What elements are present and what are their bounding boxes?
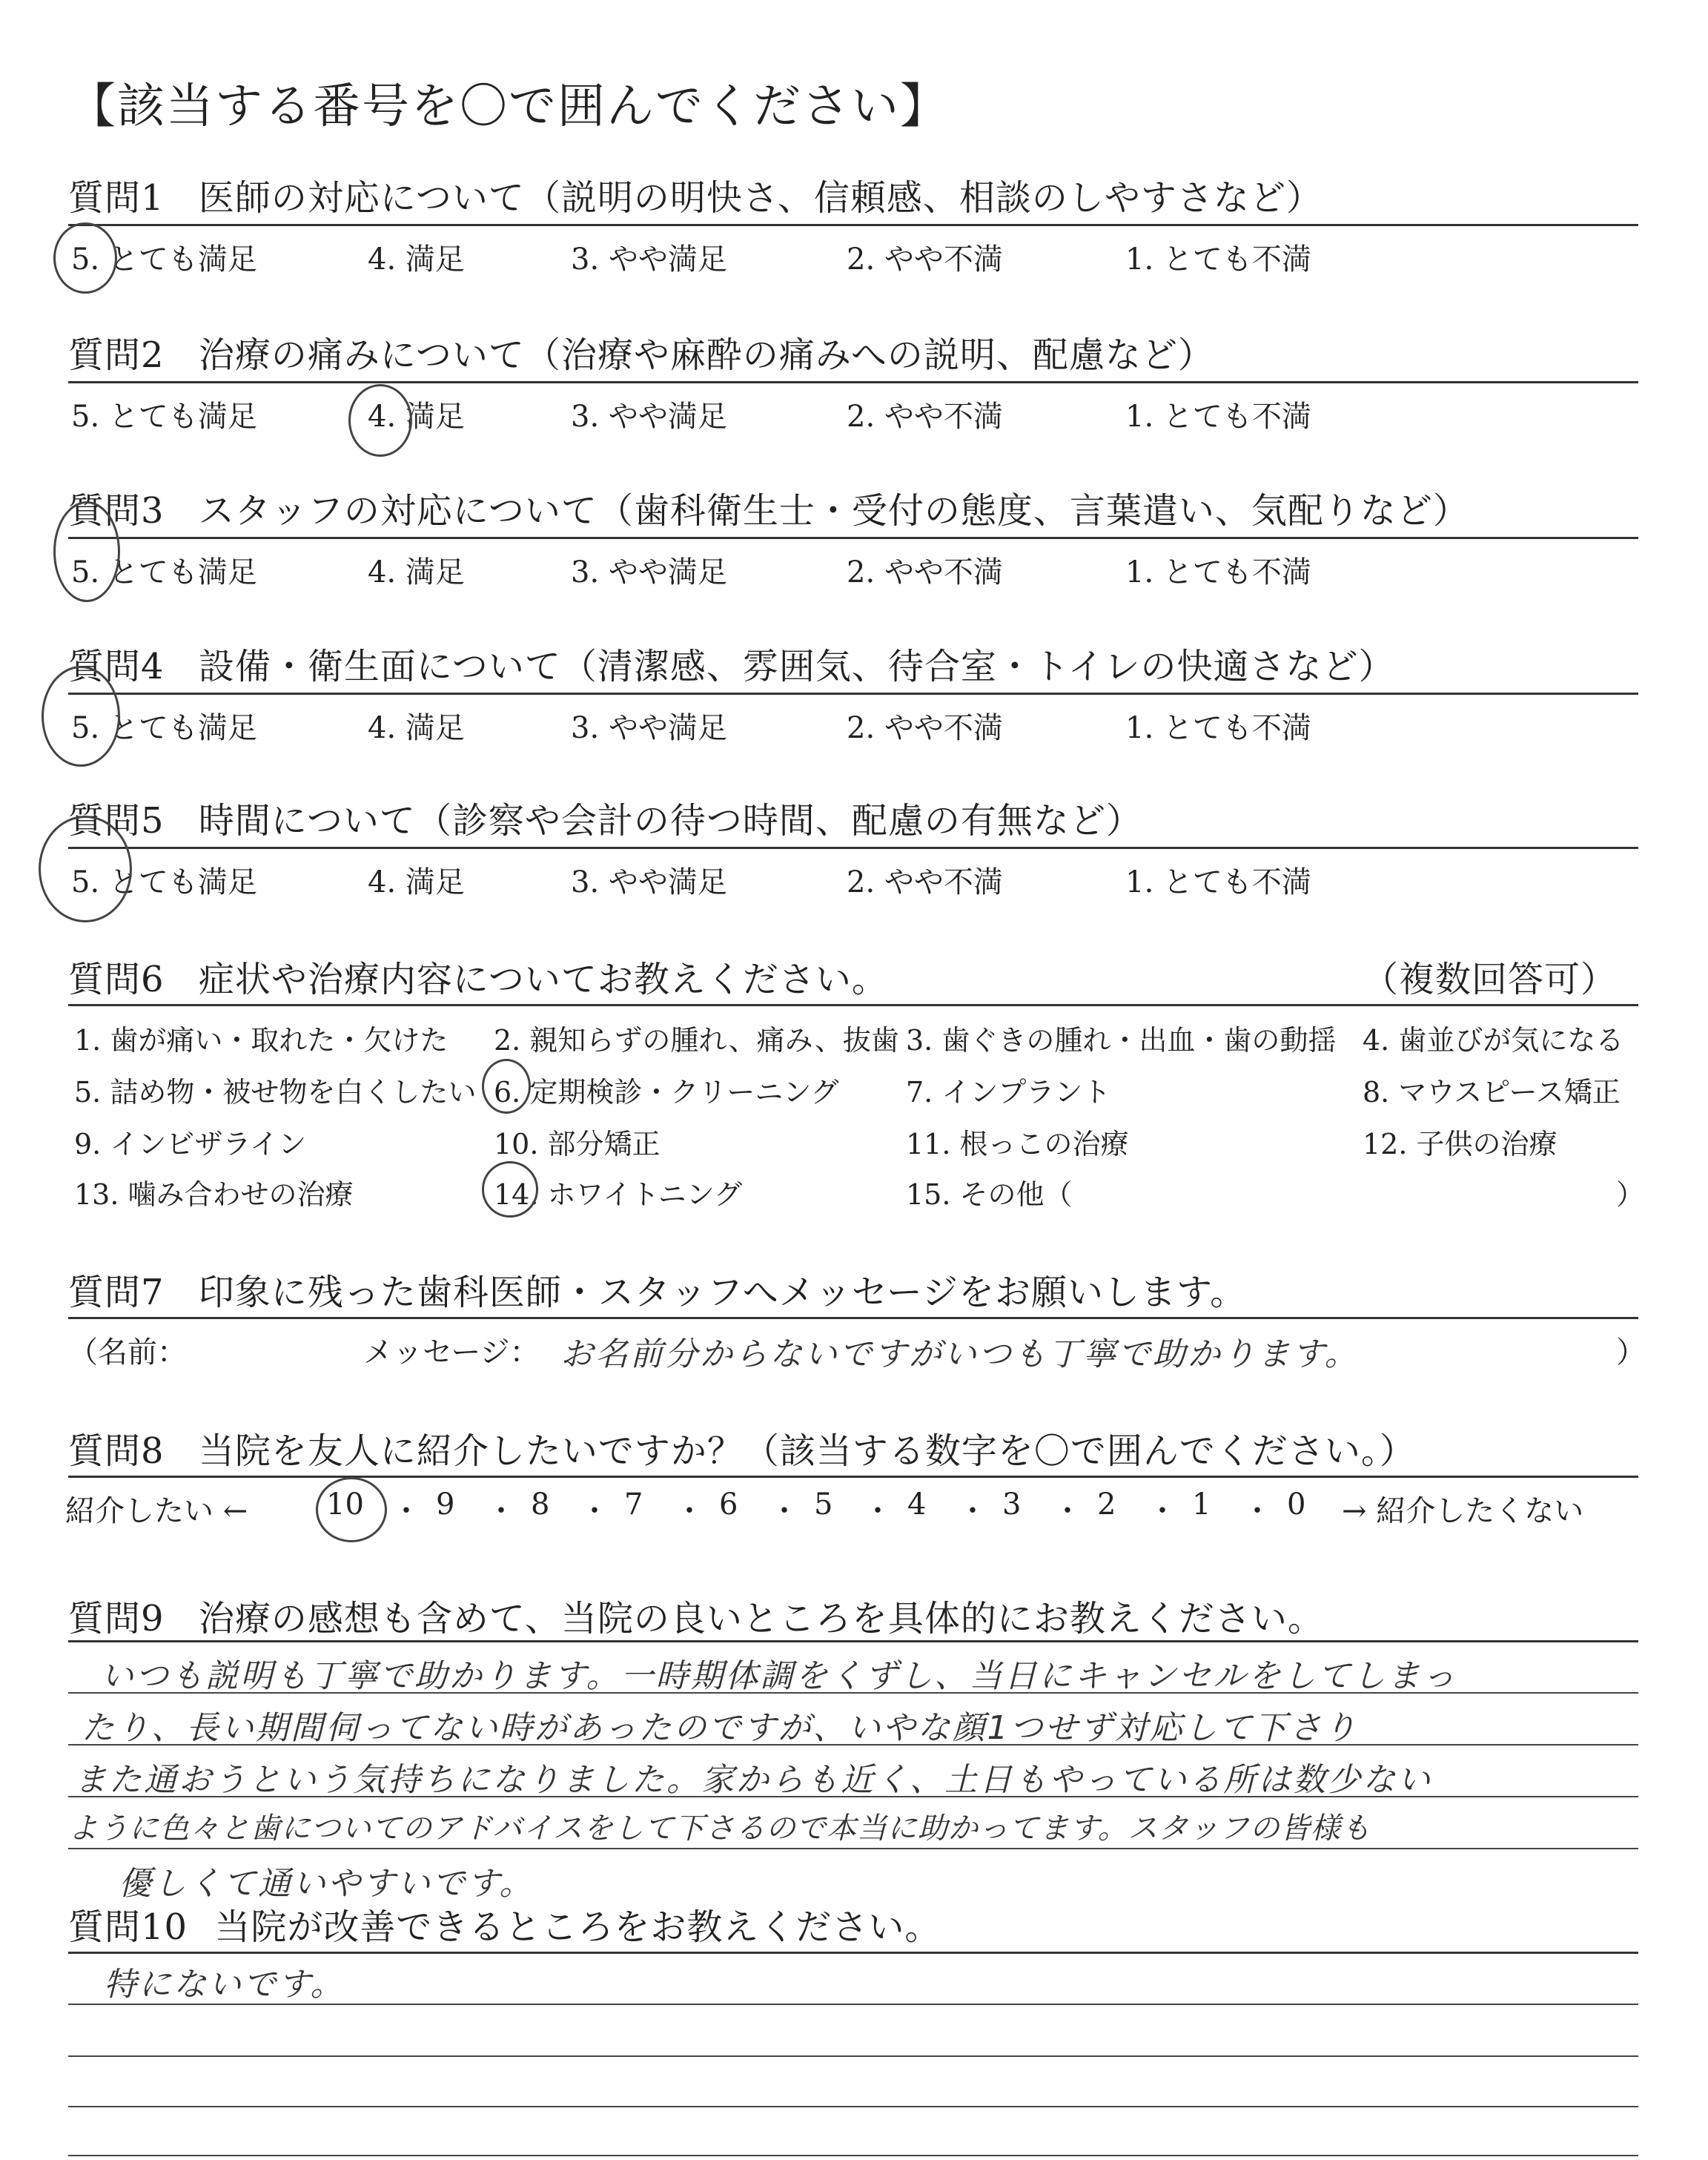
question-8-rule — [68, 1476, 1638, 1478]
q3-selected-circle — [53, 501, 120, 602]
question-2 — [68, 326, 1214, 377]
question-8-label: 質問8 — [68, 1430, 165, 1472]
q8-right-label: → 紹介したくない — [1342, 1494, 1584, 1528]
question-10-text: 当院が改善できるところをお教えください。 — [214, 1906, 941, 1948]
q8-scale-10[interactable]: 10 — [326, 1487, 364, 1522]
q6-item-10[interactable]: 10. 部分矯正 — [494, 1128, 661, 1160]
question-5-rule — [68, 847, 1638, 849]
form-title: 【該当する番号を〇で囲んでください】 — [68, 79, 949, 134]
q6-item-15[interactable]: 15. その他（ — [906, 1178, 1073, 1211]
q9-handwriting-line: ように色々と歯についてのアドバイスをして下さるので本当に助かってます。スタッフの皆様も — [68, 1811, 1371, 1846]
question-6-rule — [68, 1004, 1638, 1006]
q4-option-1[interactable]: 1. とても不満 — [1125, 711, 1311, 745]
q8-scale-1[interactable]: 1 — [1192, 1487, 1211, 1522]
q8-scale-dot: ・ — [769, 1494, 799, 1528]
q1-option-5[interactable]: 5. とても満足 — [71, 242, 257, 277]
q6-item-7[interactable]: 7. インプラント — [906, 1076, 1111, 1109]
q6-item-12[interactable]: 12. 子供の治療 — [1363, 1128, 1558, 1160]
question-9-rule — [68, 1640, 1638, 1642]
question-6-label: 質問6 — [68, 959, 165, 1000]
q8-selected-circle — [316, 1477, 387, 1542]
q2-option-3[interactable]: 3. やや満足 — [571, 400, 727, 434]
q7-name-label: （名前： — [68, 1335, 187, 1370]
q2-selected-circle — [348, 384, 412, 457]
q6-selected-circle-6 — [482, 1059, 531, 1114]
q10-handwriting-line: 特にないです。 — [104, 1966, 345, 2004]
question-3-text: スタッフの対応について（歯科衛生士・受付の態度、言葉遣い、気配りなど） — [198, 490, 1469, 532]
q1-option-4[interactable]: 4. 満足 — [368, 242, 465, 277]
q6-item-3[interactable]: 3. 歯ぐきの腫れ・出血・歯の動揺 — [906, 1024, 1337, 1057]
q8-scale-2[interactable]: 2 — [1097, 1487, 1116, 1522]
question-7 — [68, 1264, 1246, 1315]
q8-scale-9[interactable]: 9 — [436, 1487, 455, 1522]
q5-selected-circle — [39, 816, 132, 922]
q8-scale-3[interactable]: 3 — [1002, 1487, 1022, 1522]
q8-scale-dot: ・ — [486, 1494, 516, 1528]
q4-selected-circle — [42, 666, 120, 767]
q7-close-paren: ） — [1616, 1335, 1646, 1370]
q10-writing-line — [68, 2106, 1638, 2107]
q9-handwriting-line: いつも説明も丁寧で助かります。一時期体調をくずし、当日にキャンセルをしてしまっ — [101, 1657, 1457, 1695]
q6-item-6[interactable]: 6. 定期検診・クリーニング — [494, 1076, 839, 1109]
q9-handwriting-line: たり、長い期間伺ってない時があったのですが、いやな顔1つせず対応して下さり — [82, 1709, 1359, 1747]
q1-option-3[interactable]: 3. やや満足 — [571, 242, 727, 277]
q8-scale-dot: ・ — [1242, 1494, 1272, 1528]
q8-scale-0[interactable]: 0 — [1287, 1487, 1306, 1522]
q7-message-handwriting: お名前分からないですがいつも丁寧で助かります。 — [560, 1335, 1360, 1373]
q9-handwriting-line: 優しくて通いやすいです。 — [119, 1865, 534, 1903]
question-1 — [68, 169, 1323, 220]
question-10 — [68, 1898, 941, 1949]
q5-option-1[interactable]: 1. とても不満 — [1125, 865, 1311, 899]
q8-scale-dot: ・ — [1148, 1494, 1177, 1528]
q8-scale-4[interactable]: 4 — [907, 1487, 927, 1522]
question-8-text: 当院を友人に紹介したいですか？（該当する数字を〇で囲んでください。） — [198, 1430, 1416, 1472]
q6-item-9[interactable]: 9. インビザライン — [74, 1128, 307, 1160]
q6-item-11[interactable]: 11. 根っこの治療 — [906, 1128, 1129, 1160]
q2-option-5[interactable]: 5. とても満足 — [71, 400, 257, 434]
q10-writing-line — [68, 2004, 1638, 2005]
q6-item-4[interactable]: 4. 歯並びが気になる — [1363, 1024, 1624, 1057]
q8-scale-5[interactable]: 5 — [814, 1487, 833, 1522]
q8-scale-dot: ・ — [958, 1494, 987, 1528]
q5-option-2[interactable]: 2. やや不満 — [847, 865, 1003, 899]
q2-option-1[interactable]: 1. とても不満 — [1125, 400, 1311, 434]
q1-option-1[interactable]: 1. とても不満 — [1125, 242, 1311, 277]
question-5-text: 時間について（診察や会計の待つ時間、配慮の有無など） — [198, 800, 1142, 842]
question-10-label: 質問10 — [68, 1906, 188, 1948]
question-8 — [68, 1422, 1416, 1473]
q9-handwriting-line: また通おうという気持ちになりました。家からも近く、土日もやっている所は数少ない — [74, 1761, 1433, 1799]
question-5 — [68, 792, 1142, 843]
question-9-label: 質問9 — [68, 1598, 165, 1639]
question-6-text: 症状や治療内容についてお教えください。 — [198, 959, 888, 1000]
question-9 — [68, 1590, 1324, 1641]
q2-option-4[interactable]: 4. 満足 — [368, 400, 465, 434]
question-1-rule — [68, 224, 1638, 226]
q6-item-1[interactable]: 1. 歯が痛い・取れた・欠けた — [74, 1024, 448, 1057]
question-5-label: 質問5 — [68, 800, 165, 842]
q5-option-5[interactable]: 5. とても満足 — [71, 865, 257, 899]
q2-option-2[interactable]: 2. やや不満 — [847, 400, 1003, 434]
question-4-rule — [68, 693, 1638, 695]
question-4 — [68, 638, 1394, 689]
q4-option-3[interactable]: 3. やや満足 — [571, 711, 727, 745]
q1-option-2[interactable]: 2. やや不満 — [847, 242, 1003, 277]
q8-scale-8[interactable]: 8 — [531, 1487, 550, 1522]
question-7-label: 質問7 — [68, 1272, 165, 1313]
q5-option-4[interactable]: 4. 満足 — [368, 865, 465, 899]
q6-item-14[interactable]: 14. ホワイトニング — [494, 1178, 743, 1211]
question-7-rule — [68, 1317, 1638, 1319]
q1-selected-circle — [53, 222, 117, 294]
q3-option-3[interactable]: 3. やや満足 — [571, 555, 727, 589]
q8-scale-dot: ・ — [580, 1494, 609, 1528]
question-7-text: 印象に残った歯科医師・スタッフへメッセージをお願いします。 — [198, 1272, 1247, 1313]
q4-option-5[interactable]: 5. とても満足 — [71, 711, 257, 745]
question-3-rule — [68, 537, 1638, 539]
question-2-rule — [68, 381, 1638, 383]
question-1-label: 質問1 — [68, 177, 165, 219]
q6-selected-circle-14 — [482, 1161, 538, 1218]
q6-item-8[interactable]: 8. マウスピース矯正 — [1363, 1076, 1621, 1109]
q3-option-1[interactable]: 1. とても不満 — [1125, 555, 1311, 589]
q8-scale-dot: ・ — [391, 1494, 421, 1528]
q3-option-5[interactable]: 5. とても満足 — [71, 555, 257, 589]
q3-option-2[interactable]: 2. やや不満 — [847, 555, 1003, 589]
question-1-text: 医師の対応について（説明の明快さ、信頼感、相談のしやすさなど） — [198, 177, 1323, 219]
q8-scale-dot: ・ — [675, 1494, 704, 1528]
question-6-note: （複数回答可） — [1363, 959, 1618, 1000]
q8-scale-dot: ・ — [1053, 1494, 1082, 1528]
question-3 — [68, 482, 1469, 533]
q8-scale-7[interactable]: 7 — [624, 1487, 643, 1522]
question-3-label: 質問3 — [68, 490, 165, 532]
q3-option-4[interactable]: 4. 満足 — [368, 555, 465, 589]
question-2-text: 治療の痛みについて（治療や麻酔の痛みへの説明、配慮など） — [198, 334, 1214, 376]
q6-other-close-paren: ） — [1616, 1178, 1645, 1211]
question-4-label: 質問4 — [68, 646, 165, 687]
q5-option-3[interactable]: 3. やや満足 — [571, 865, 727, 899]
q8-scale-dot: ・ — [863, 1494, 893, 1528]
q9-writing-line — [68, 1848, 1638, 1849]
question-2-label: 質問2 — [68, 334, 165, 376]
question-10-rule — [68, 1952, 1638, 1954]
question-9-text: 治療の感想も含めて、当院の良いところを具体的にお教えください。 — [198, 1598, 1324, 1639]
q10-writing-line — [68, 2055, 1638, 2057]
q6-item-5[interactable]: 5. 詰め物・被せ物を白くしたい — [74, 1076, 477, 1109]
q6-item-2[interactable]: 2. 親知らずの腫れ、痛み、抜歯 — [494, 1024, 899, 1057]
question-6 — [68, 951, 888, 1002]
question-4-text: 設備・衛生面について（清潔感、雰囲気、待合室・トイレの快適さなど） — [198, 646, 1395, 687]
q6-item-13[interactable]: 13. 噛み合わせの治療 — [74, 1178, 354, 1211]
q10-writing-line — [68, 2155, 1638, 2156]
q4-option-4[interactable]: 4. 満足 — [368, 711, 465, 745]
q7-message-label: メッセージ： — [363, 1335, 540, 1370]
q8-scale-6[interactable]: 6 — [719, 1487, 738, 1522]
q4-option-2[interactable]: 2. やや不満 — [847, 711, 1003, 745]
q8-left-label: 紹介したい ← — [65, 1494, 248, 1528]
